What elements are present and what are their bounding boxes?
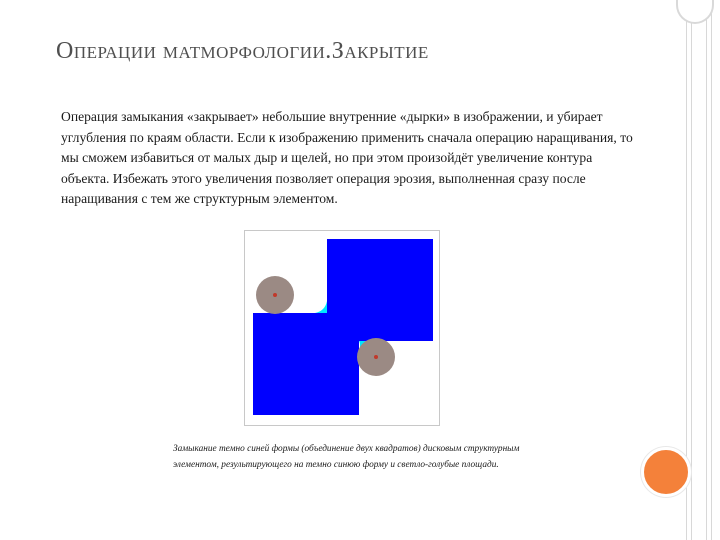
decor-orange-circle xyxy=(641,447,691,497)
decor-rail-line xyxy=(711,0,712,540)
title-initial: О xyxy=(56,38,74,64)
decor-rail-line xyxy=(691,0,692,540)
title-word: АКРЫТИЕ xyxy=(344,43,429,62)
filled-gap-upper xyxy=(315,301,327,313)
decor-rail-line xyxy=(706,0,707,540)
title-separator: . xyxy=(325,38,332,64)
body-paragraph: Операция замыкания «закрывает» небольшие внутренние «дырки» в изображении, и убирает углубления по краям области. Если к изображению применить сначала операцию наращивания, то мы сможем избавиться от малых дыр и щелей, но при этом произойдёт увеличение контура объекта. Избежать этого увеличения позволяет операция эрозия, выполненная сразу после наращивания с тем же структурным элементом. xyxy=(61,109,633,206)
lower-square xyxy=(253,313,359,415)
closing-illustration xyxy=(244,230,440,426)
closing-diagram xyxy=(245,231,439,425)
disk-center xyxy=(374,355,378,359)
slide-title xyxy=(56,38,656,65)
figure-caption: Замыкание темно синей формы (объединение двух квадратов) дисковым структурным элементом, результирующего на темно синюю форму и светло-голубые площади. xyxy=(173,444,520,470)
title-word: ПЕРАЦИИ xyxy=(73,43,157,62)
title-initial: З xyxy=(331,38,345,64)
title-word: МАТМОРФОЛОГИИ xyxy=(162,43,326,62)
decor-top-circle xyxy=(676,0,714,24)
disk-center xyxy=(273,293,277,297)
